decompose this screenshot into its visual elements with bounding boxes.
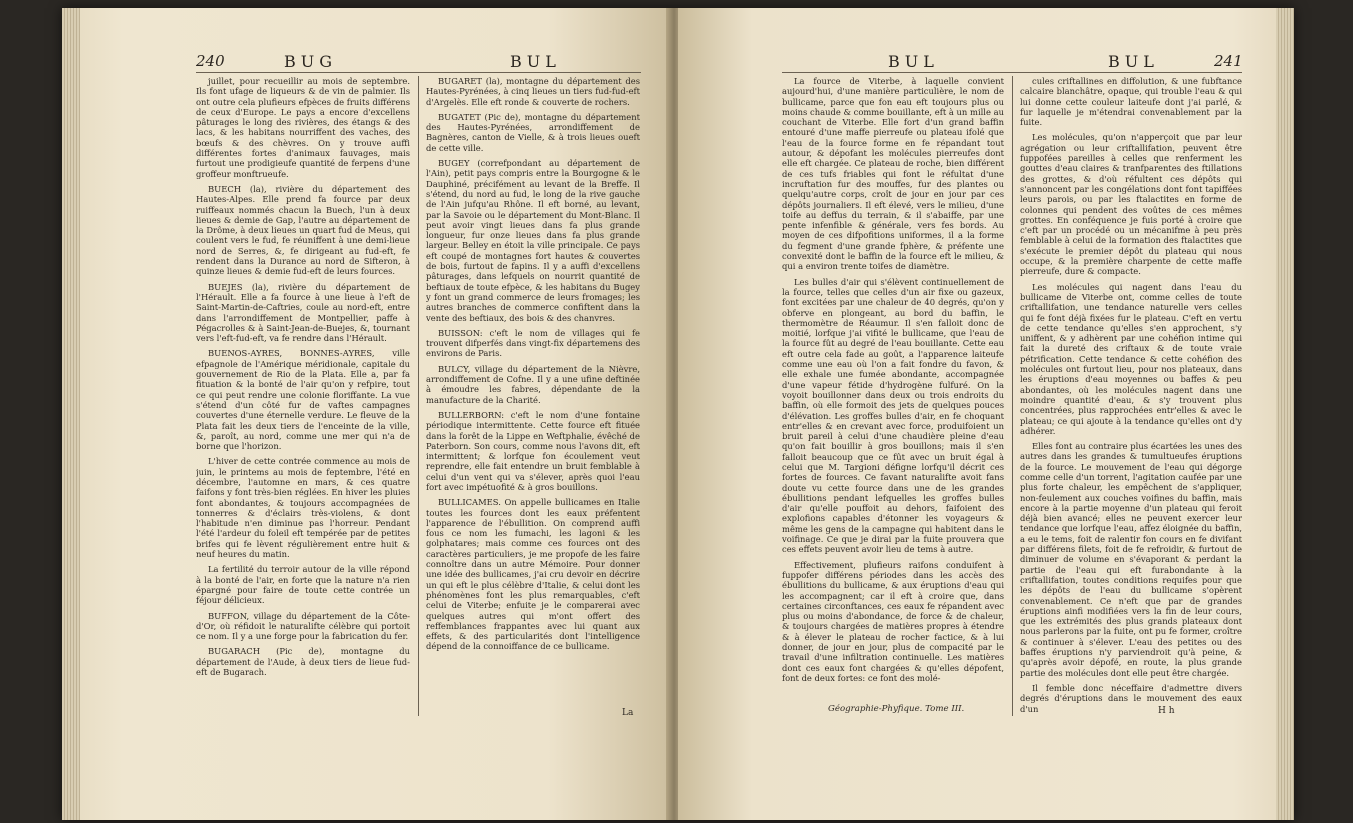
paragraph: L'hiver de cette contrée commence au mois de juin, le printems au mois de feptembre, l'été en décembre, l'automne en mars, & ces quatre faifons y font très-bien réglées. En hiver les pluies font abondantes, & toujours accompagnées de tonnerres & d'éclairs très-violens, & dont l'habitude n'en diminue pas l'horreur. Pendant l'été l'ardeur du foleil eft tempérée par de petites brifes qui fe lèvent régulièrement entre huit & neuf heures du matin. [196, 456, 410, 560]
right-page [678, 8, 1294, 820]
left-column-1 [196, 76, 410, 716]
paragraph: BUGEY (correfpondant au département de l'Ain), petit pays compris entre la Bourgogne & le Dauphiné, précifément au levant de la Breffe. Il s'étend, du nord au fud, le long de la rive gauche de l'Ain jufqu'au Rhône. Il eft borné, au levant, par la Savoie ou le département du Mont-Blanc. Il peut avoir vingt lieues dans fa plus grande longueur, fur onze lieues dans fa plus grande largeur. Belley en étoit la ville principale. Ce pays eft coupé de montagnes fort hautes & couvertes de bois, furtout de fapins. Il y a auffi d'excellens pâturages, dans lefquels on nourrit quantité de beftiaux de toute efpèce, & les habitans du Bugey y font un grand commerce de leurs fromages; les autres branches de commerce confiftent dans la vente des beftiaux, des bois & des chanvres. [426, 158, 640, 323]
left-column-rule [418, 76, 419, 716]
paragraph: BUGARACH (Pic de), montagne du département de l'Aude, à deux tiers de lieue fud-eft de Bugarach. [196, 646, 410, 678]
right-column-2 [1020, 76, 1242, 716]
paragraph: Effectivement, plufieurs raifons conduifent à fuppofer différens périodes dans les accès des ébullitions du bullicame, & aux éruptions d'eau qui les accompagnent; car il eft à croire que, dans certaines circonftances, ces eaux fe répandent avec plus ou moins d'abondance, de force & de chaleur, & toujours chargées de matières propres à étendre & à élever le plateau de rocher factice, & à lui donner, de jour en jour, plus de compacité par le travail d'une infiltration continuelle. Les matières dont ces eaux font chargées & qu'elles dépofent, font de deux fortes: ce font des molé- [782, 559, 1004, 683]
right-running-head-right: BUL [1108, 52, 1159, 71]
left-page [62, 8, 670, 820]
paragraph: BULCY, village du département de la Nièvre, arrondiffement de Cofne. Il y a une ufine deftinée à émoudre les fabres, dépendante de la manufacture de la Charité. [426, 363, 640, 405]
right-page-number: 241 [1214, 52, 1243, 70]
paragraph: Il femble donc néceffaire d'admettre divers degrés d'éruptions dans le mouvement des eaux d'un [1020, 682, 1242, 714]
paragraph: Elles font au contraire plus écartées les unes des autres dans les grandes & tumultueufes éruptions de la fource. Le mouvement de l'eau qui dégorge comme celle d'un torrent, l'agitation caufée par une plus forte chaleur, les empêchent de s'appliquer, non-feulement aux couches voifines du baffin, mais encore à la partie moyenne d'un plateau qui feroit déjà bien avancé; elles ne peuvent exercer leur tendance que lorfque l'eau, affez éloignée du baffin, a eu le tems, foit de ralentir fon cours en fe divifant par différens filets, foit de fe refroidir, & furtout de diminuer de volume en s'évaporant & perdant la partie de l'eau qui eft furabondante à la criftallifation, toutes conditions requifes pour que les dépôts de l'eau du bullicame s'opèrent convenablement. Ce n'eft que par de grandes éruptions ainfi modifiées vers la fin de leur cours, que les extrémités des plus grands plateaux dont nous parlerons par la fuite, ont pu fe former, croître & continuer à s'élever. L'eau des petites ou des baffes éruptions n'y parviendroit qu'à peine, & qu'après avoir dépofé, en route, la plus grande partie des molécules dont elle peut être chargée. [1020, 441, 1242, 678]
right-head-rule [782, 72, 1242, 73]
paragraph: BUISSON: c'eft le nom de villages qui fe trouvent difperfés dans vingt-fix départemens des environs de Paris. [426, 327, 640, 359]
right-page-edge [1276, 8, 1294, 820]
left-page-edge [62, 8, 80, 820]
paragraph: juillet, pour recueillir au mois de septembre. Ils font ufage de liqueurs & de vin de palmier. Ils ont outre cela plufieurs efpèces de fruits différens de ceux d'Europe. Le pays a encore d'excellens pâturages le long des rivières, des étangs & des lacs, & les habitans nourriffent des vaches, des bœufs & des chèvres. On y trouve auffi différentes fortes d'animaux fauvages, mais furtout une prodigieufe quantité de ferpens d'une groffeur monftrueufe. [196, 76, 410, 179]
paragraph: La fource de Viterbe, à laquelle convient aujourd'hui, d'une manière particulière, le nom de bullicame, parce que fon eau eft toujours plus ou moins chaude & comme bouillante, eft à un mille au couchant de Viterbe. Elle fort d'un grand baffin entouré d'une maffe pierreufe ou plateau ifolé que l'eau de la fource forme en fe répandant tout autour, & dépofant les molécules pierreufes dont elle eft chargée. Ce plateau de roche, bien différent de ces tufs friables qui font le réfultat d'une incruftation fur des mouffes, fur des plantes ou quelqu'autre corps, croît de jour en jour par ces dépôts journaliers. Il eft élevé, vers le milieu, d'une toife au deffus du terrain, & il s'abaiffe, par une pente infenfible & générale, vers fes bords. Au moyen de ces difpofitions uniformes, il a la forme du fegment d'une grande fphère, & préfente une convexité dont le baffin de la fource eft le milieu, & qui a environ trente toifes de diamètre. [782, 76, 1004, 272]
left-column-2 [426, 76, 640, 706]
left-running-head-left: BUG [284, 52, 338, 71]
right-column-rule [1012, 76, 1013, 716]
paragraph: BUGARET (la), montagne du département des Hautes-Pyrénées, à cinq lieues un tiers fud-fud-eft d'Argelès. Elle eft ronde & couverte de rochers. [426, 76, 640, 107]
paragraph: BUENOS-AYRES, BONNES-AYRES, ville efpagnole de l'Amérique méridionale, capitale du gouvernement de Rio de la Plata. Elle a, par fa fituation & la bonté de l'air qu'on y refpire, tout ce qui peut rendre une colonie floriffante. La vue s'étend d'un côté fur de vaftes campagnes couvertes d'une éternelle verdure. Le fleuve de la Plata fait les deux tiers de l'enceinte de la ville, &, paroît, au nord, comme une mer qui n'a de borne que l'horizon. [196, 348, 410, 452]
catchword: La [622, 708, 634, 718]
paragraph: BUEJES (la), rivière du département de l'Hérault. Elle a fa fource à une lieue à l'eft de Saint-Martin-de-Caftries, coule au nord-eft, entre dans l'arrondiffement de Montpellier, paffe à Pégacrolles & à Saint-Jean-de-Buejes, &, tournant vers l'eft-fud-eft, va fe rendre dans l'Hérault. [196, 281, 410, 344]
paragraph: BUGATET (Pic de), montagne du département des Hautes-Pyrénées, arrondiffement de Bagnères, canton de Vielle, & à trois lieues oueft de cette ville. [426, 111, 640, 153]
left-head-rule [196, 72, 641, 73]
paragraph: Les molécules qui nagent dans l'eau du bullicame de Viterbe ont, comme celles de toute criftallifation, une tendance naturelle vers celles qui fe font déjà fixées fur le plateau. C'eft en vertu de cette tendance qu'elles s'en approchent, s'y uniffent, & y adhèrent par une cohéfion intime qui fait la dureté des criftaux & de toute vraie pétrification. Cette tendance & cette cohéfion des molécules ont furtout lieu, pour nos plateaux, dans les éruptions d'eau moyennes ou baffes & peu abondantes, où les molécules nagent dans une moindre quantité d'eau, & s'y trouvent plus concentrées, plus rapprochées entr'elles & avec le plateau; ce qui ajoute à la tendance qu'elles ont d'y adhérer. [1020, 281, 1242, 436]
paragraph: BUECH (la), rivière du département des Hautes-Alpes. Elle prend fa fource par deux ruiffeaux nommés chacun la Buech, l'un à deux lieues & demie de Gap, l'autre au département de la Drôme, à deux lieues un quart fud de Meus, qui coulent vers le fud, fe réuniffent à une demi-lieue nord de Serres, &, fe dirigeant au fud-eft, fe rendent dans la Durance au nord de Sifteron, à quinze lieues & demie fud-eft de leurs fources. [196, 183, 410, 277]
paragraph: BULLERBORN: c'eft le nom d'une fontaine périodique intermittente. Cette fource eft fituée dans la forêt de la Lippe en Weftphalie, évêché de Paterborn. Son cours, comme nous l'avons dit, eft intermittent; & lorfque fon écoulement veut reprendre, elle fait entendre un bruit femblable à celui d'un vent qui va s'élever, après quoi l'eau fort avec impétuofité & à gros bouillons. [426, 409, 640, 492]
paragraph: BUFFON, village du département de la Côte-d'Or, où réfidoit le naturalifte célèbre qui portoit ce nom. Il y a une forge pour la fabrication du fer. [196, 610, 410, 642]
signature-mark: H h [1158, 706, 1175, 716]
paragraph: La fertilité du terroir autour de la ville répond à la bonté de l'air, en forte que la nature n'a rien épargné pour faire de toute cette contrée un féjour délicieux. [196, 564, 410, 606]
paragraph: cules criftallines en diffolution, & une fubftance calcaire blanchâtre, opaque, qui trouble l'eau & qui lui donne cette couleur laiteufe dont j'ai parlé, & fur laquelle je m'étendrai convenablement par la fuite. [1020, 76, 1242, 128]
right-running-head-left: BUL [888, 52, 939, 71]
paragraph: Les bulles d'air qui s'élèvent continuellement de la fource, telles que celles d'un air fixe ou gazeux, font excitées par une chaleur de 40 degrés, qu'on y obferve en plongeant, au bord du baffin, le thermomètre de Réaumur. Il s'en falloit donc de moitié, lorfque j'ai vifité le bullicame, que l'eau de la fource fût au degré de l'eau bouillante. Cette eau eft outre cela fade au goût, a l'apparence laiteufe comme une eau où l'on a fait fondre du favon, & elle exhale une fumée abondante, accompagnée d'une vapeur fétide d'hydrogène fulfuré. On la voyoit bouillonner dans deux ou trois endroits du baffin, où elle formoit des jets de quelques pouces d'élévation. Les groffes bulles d'air, en fe choquant entr'elles & en crevant avec force, produifoient un bruit pareil à celui d'une chaudière pleine d'eau qu'on fait bouillir à gros bouillons; mais il s'en falloit beaucoup que ce fût avec un bruit égal à celui que M. Targioni défigne lorfqu'il décrit ces fortes de fources. Ce favant naturalifte avoit fans doute vu cette fource dans une de les grandes ébullitions pendant lefquelles les groffes bulles d'air qu'elle pouffoit au dehors, faifoient des explofions capables d'étonner les voyageurs & même les gens de la campagne qui habitent dans le voifinage. Ce que je dirai par la fuite prouvera que ces effets peuvent avoir lieu de tems à autre. [782, 276, 1004, 555]
page-footer: Géographie-Phyfique. Tome III. [828, 704, 965, 714]
paragraph: Les molécules, qu'on n'apperçoit que par leur agrégation ou leur criftallifation, peuvent être fuppofées pareilles à celles que renferment les gouttes d'eau claires & tranfparentes des ftillations des grottes, & d'où réfultent ces dépôts qui s'annoncent par les congélations dont font tapiffées leurs parois, ou par les ftalactites en forme de colonnes qui pendent des voûtes de ces mêmes grottes. En conféquence je fuis porté à croire que c'eft par un procédé ou un mécanifme à peu près femblable à celui de la formation des ftalactites que s'exécute le premier dépôt du plateau qui nous occupe, & la première charpente de cette maffe pierreufe, dure & compacte. [1020, 132, 1242, 277]
right-column-1 [782, 76, 1004, 696]
paragraph: BULLICAMES. On appelle bullicames en Italie toutes les fources dont les eaux préfentent l'apparence de l'ébullition. On comprend auffi fous ce nom les fumachi, les lagoni & les golphatares; mais comme ces fources ont des caractères particuliers, je me propofe de les faire connoître dans un autre Mémoire. Pour donner une idée des bullicames, j'ai cru devoir en décrire un qui eft le plus célèbre d'Italie, & celui dont les phénomènes font les plus remarquables, c'eft celui de Viterbe; enfuite je le comparerai avec quelques autres qui m'ont offert des reffemblances frappantes avec lui quant aux effets, & des particularités dont l'intelligence dépend de la connoiffance de ce bullicame. [426, 497, 640, 652]
book-spread [62, 8, 1294, 820]
left-running-head-right: BUL [510, 52, 561, 71]
left-page-number: 240 [196, 52, 225, 70]
